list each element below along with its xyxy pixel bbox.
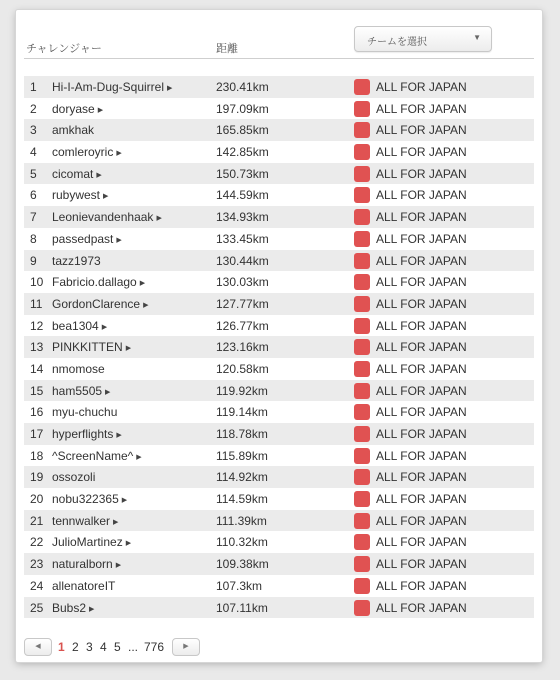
row-team-name[interactable]: ALL FOR JAPAN (376, 427, 467, 441)
challenger-link[interactable] (52, 405, 117, 419)
challenger-link[interactable] (52, 557, 121, 571)
row-rank: 12 (30, 318, 44, 333)
row-distance: 107.11km (216, 600, 268, 615)
row-distance: 144.59km (216, 188, 269, 203)
challenger-name: Fabricio.dallago (52, 275, 137, 290)
challenger-name: myu-chuchu (52, 405, 118, 420)
challenger-name: hyperflights (52, 427, 114, 441)
caret-right-icon: ▶ (105, 388, 111, 396)
row-distance: 109.38km (216, 557, 269, 572)
row-distance: 197.09km (216, 101, 269, 116)
row-team-name[interactable]: ALL FOR JAPAN (376, 101, 467, 116)
chevron-right-icon: ▶ (183, 643, 189, 650)
row-distance: 127.77km (216, 296, 269, 311)
leaderboard-header (24, 26, 534, 59)
row-rank: 21 (30, 513, 44, 528)
team-badge-icon (354, 101, 370, 117)
challenger-link[interactable] (52, 80, 172, 94)
leaderboard-row (24, 163, 534, 185)
row-team-name[interactable]: ALL FOR JAPAN (376, 210, 467, 225)
column-header-distance: 距離 (216, 43, 238, 55)
challenger-link[interactable] (52, 319, 107, 333)
challenger-name: nobu322365 (52, 492, 119, 507)
caret-right-icon: ▶ (101, 323, 108, 331)
page-link-3[interactable]: 3 (86, 640, 93, 654)
row-rank: 7 (30, 210, 37, 225)
team-badge-icon (354, 296, 370, 312)
leaderboard-row (24, 271, 534, 293)
challenger-name: ham5505 (52, 383, 103, 398)
row-team-name[interactable]: ALL FOR JAPAN (376, 296, 467, 311)
row-distance: 142.85km (216, 145, 269, 160)
challenger-link[interactable] (52, 535, 131, 549)
caret-right-icon: ▶ (139, 280, 146, 288)
challenger-link[interactable] (52, 145, 122, 159)
challenger-name: ^ScreenName^ (52, 448, 134, 463)
row-team-name[interactable]: ALL FOR JAPAN (376, 123, 467, 138)
challenger-name: passedpast (52, 231, 114, 246)
row-rank: 11 (30, 296, 43, 311)
row-distance: 119.14km (216, 405, 268, 420)
prev-page-button[interactable] (24, 638, 52, 656)
team-badge-icon (354, 339, 370, 355)
leaderboard-row (24, 184, 534, 206)
leaderboard-row (24, 466, 534, 488)
team-badge-icon (354, 534, 370, 550)
row-distance: 115.89km (216, 448, 268, 463)
team-badge-icon (354, 383, 370, 399)
row-team-name[interactable]: ALL FOR JAPAN (376, 535, 467, 550)
team-badge-icon (354, 318, 370, 334)
challenger-name: GordonClarence (52, 296, 141, 311)
page-ellipsis: ... (128, 640, 139, 654)
leaderboard-row (24, 76, 534, 98)
challenger-name: Hi-I-Am-Dug-Squirrel (52, 80, 165, 94)
row-team-name[interactable]: ALL FOR JAPAN (376, 492, 467, 507)
row-rank: 2 (30, 101, 37, 116)
leaderboard-row (24, 206, 534, 228)
challenger-link[interactable] (52, 492, 127, 506)
team-badge-icon (354, 209, 370, 225)
leaderboard-row (24, 119, 534, 141)
team-badge-icon (354, 79, 370, 95)
caret-right-icon: ▶ (116, 432, 122, 439)
challenger-link[interactable] (52, 384, 110, 398)
row-team-name[interactable]: ALL FOR JAPAN (376, 318, 467, 333)
row-team-name[interactable]: ALL FOR JAPAN (376, 361, 467, 376)
row-distance: 118.78km (216, 427, 268, 441)
row-team-name[interactable]: ALL FOR JAPAN (376, 145, 467, 160)
team-badge-icon (354, 274, 370, 290)
challenger-name: nmomose (52, 361, 105, 376)
challenger-name: allenatoreIT (52, 578, 116, 593)
team-badge-icon (354, 166, 370, 182)
leaderboard-row (24, 250, 534, 272)
row-distance: 114.92km (216, 470, 268, 485)
challenger-link[interactable] (52, 210, 162, 224)
challenger-name: Bubs2 (52, 600, 87, 615)
challenger-link[interactable] (52, 579, 115, 593)
row-rank: 18 (30, 448, 44, 463)
chevron-down-icon: ▼ (473, 33, 481, 42)
leaderboard-row (24, 510, 534, 532)
challenger-link[interactable] (52, 232, 122, 246)
row-team-name[interactable]: ALL FOR JAPAN (376, 231, 467, 246)
challenger-link[interactable] (52, 449, 142, 463)
row-distance: 165.85km (216, 123, 269, 138)
row-distance: 110.32km (216, 535, 268, 550)
team-badge-icon (354, 231, 370, 247)
team-badge-icon (354, 404, 370, 420)
leaderboard-row (24, 401, 534, 423)
row-team-name[interactable]: ALL FOR JAPAN (376, 513, 467, 528)
row-team-name[interactable]: ALL FOR JAPAN (376, 578, 467, 593)
leaderboard-row (24, 336, 534, 358)
row-distance: 107.3km (216, 578, 263, 593)
caret-right-icon: ▶ (96, 171, 102, 179)
challenger-link[interactable] (52, 427, 122, 441)
row-rank: 4 (30, 145, 37, 160)
row-team-name[interactable]: ALL FOR JAPAN (376, 166, 467, 181)
team-badge-icon (354, 556, 370, 572)
row-rank: 22 (30, 535, 44, 550)
leaderboard-row (24, 553, 534, 575)
challenger-link[interactable] (52, 470, 95, 484)
caret-right-icon: ▶ (103, 193, 109, 201)
challenger-link[interactable] (52, 188, 108, 202)
leaderboard-row (24, 358, 534, 380)
caret-right-icon: ▶ (156, 215, 162, 223)
challenger-name: doryase (52, 101, 95, 116)
challenger-name: amkhak (52, 123, 95, 138)
row-distance: 134.93km (216, 210, 269, 225)
team-badge-icon (354, 426, 370, 442)
team-select-dropdown[interactable] (354, 26, 492, 52)
page-link-4[interactable]: 4 (100, 640, 107, 654)
row-rank: 16 (30, 405, 44, 420)
row-rank: 19 (30, 470, 44, 485)
team-badge-icon (354, 361, 370, 377)
leaderboard-row (24, 445, 534, 467)
team-badge-icon (354, 513, 370, 529)
row-rank: 17 (30, 427, 44, 441)
challenger-name: bea1304 (52, 318, 99, 333)
row-rank: 13 (30, 340, 44, 355)
row-distance: 130.44km (216, 253, 269, 268)
challenger-link[interactable] (52, 362, 105, 376)
row-rank: 10 (30, 275, 44, 290)
row-team-name[interactable]: ALL FOR JAPAN (376, 448, 467, 463)
row-distance: 119.92km (216, 383, 268, 398)
row-distance: 133.45km (216, 231, 269, 246)
leaderboard-row (24, 380, 534, 402)
caret-right-icon: ▶ (136, 453, 142, 461)
page-link-5[interactable]: 5 (114, 640, 121, 654)
caret-right-icon: ▶ (143, 301, 149, 309)
leaderboard-list (24, 76, 534, 618)
row-team-name[interactable]: ALL FOR JAPAN (376, 470, 467, 485)
row-team-name[interactable]: ALL FOR JAPAN (376, 188, 467, 203)
leaderboard-row (24, 597, 534, 619)
leaderboard-row (24, 141, 534, 163)
challenger-link[interactable] (52, 601, 94, 615)
row-rank: 5 (30, 166, 37, 181)
challenger-link[interactable] (52, 275, 145, 289)
row-team-name[interactable]: ALL FOR JAPAN (376, 557, 467, 572)
row-distance: 230.41km (216, 80, 269, 94)
challenger-name: cicomat (52, 166, 94, 181)
row-rank: 1 (30, 80, 37, 94)
row-rank: 15 (30, 383, 44, 398)
row-team-name[interactable]: ALL FOR JAPAN (376, 80, 467, 94)
row-team-name[interactable]: ALL FOR JAPAN (376, 405, 467, 420)
caret-right-icon: ▶ (125, 540, 132, 548)
row-team-name[interactable]: ALL FOR JAPAN (376, 253, 467, 268)
challenger-name: JulioMartinez (52, 535, 123, 550)
team-badge-icon (354, 144, 370, 160)
challenger-name: tazz1973 (52, 253, 101, 268)
row-distance: 126.77km (216, 318, 269, 333)
leaderboard-row (24, 315, 534, 337)
team-badge-icon (354, 448, 370, 464)
challenger-link[interactable] (52, 167, 102, 181)
row-distance: 130.03km (216, 275, 269, 290)
challenger-name: Leonievandenhaak (52, 210, 154, 225)
row-distance: 123.16km (216, 340, 269, 355)
caret-right-icon: ▶ (97, 106, 104, 114)
team-badge-icon (354, 469, 370, 485)
leaderboard-row (24, 575, 534, 597)
team-select-label: チームを選択 (367, 37, 427, 48)
leaderboard-row (24, 423, 534, 445)
challenger-link[interactable] (52, 102, 103, 116)
leaderboard-row (24, 531, 534, 553)
team-badge-icon (354, 491, 370, 507)
row-rank: 6 (30, 188, 37, 203)
caret-right-icon: ▶ (89, 605, 95, 613)
row-rank: 24 (30, 578, 44, 593)
row-team-name[interactable]: ALL FOR JAPAN (376, 275, 467, 290)
team-badge-icon (354, 600, 370, 616)
caret-right-icon: ▶ (121, 497, 128, 505)
row-rank: 3 (30, 123, 37, 138)
leaderboard-row (24, 488, 534, 510)
page-link-1[interactable]: 1 (58, 640, 65, 654)
challenger-link[interactable] (52, 340, 131, 354)
challenger-name: naturalborn (52, 557, 113, 572)
caret-right-icon: ▶ (115, 562, 122, 570)
challenger-link[interactable] (52, 514, 118, 528)
challenger-name: comleroyric (52, 145, 114, 160)
chevron-left-icon: ◀ (35, 643, 41, 650)
row-distance: 150.73km (216, 166, 269, 181)
row-team-name[interactable]: ALL FOR JAPAN (376, 383, 467, 398)
row-team-name[interactable]: ALL FOR JAPAN (376, 340, 467, 355)
row-distance: 120.58km (216, 361, 269, 376)
caret-right-icon: ▶ (116, 236, 122, 244)
row-team-name[interactable]: ALL FOR JAPAN (376, 600, 467, 615)
row-rank: 14 (30, 361, 44, 376)
caret-right-icon: ▶ (116, 150, 122, 158)
row-rank: 23 (30, 557, 44, 572)
challenger-link[interactable] (52, 254, 101, 268)
next-page-button[interactable] (172, 638, 200, 656)
team-badge-icon (354, 253, 370, 269)
challenger-link[interactable] (52, 123, 94, 137)
challenger-name: tennwalker (52, 513, 111, 528)
row-distance: 111.39km (216, 513, 267, 528)
leaderboard-row (24, 228, 534, 250)
challenger-name: ossozoli (52, 470, 96, 485)
caret-right-icon: ▶ (125, 345, 132, 353)
leaderboard-card (16, 10, 542, 662)
team-badge-icon (354, 187, 370, 203)
leaderboard-row (24, 98, 534, 120)
challenger-name: rubywest (52, 188, 101, 203)
row-distance: 114.59km (216, 492, 268, 507)
caret-right-icon: ▶ (167, 85, 173, 92)
page-link-2[interactable]: 2 (72, 640, 79, 654)
row-rank: 9 (30, 253, 37, 268)
team-badge-icon (354, 578, 370, 594)
column-header-challenger: チャレンジャー (26, 43, 102, 55)
page-link-last[interactable]: 776 (144, 640, 165, 654)
team-badge-icon (354, 122, 370, 138)
challenger-link[interactable] (52, 297, 148, 311)
leaderboard-row (24, 293, 534, 315)
caret-right-icon: ▶ (113, 518, 119, 526)
row-rank: 8 (30, 231, 37, 246)
challenger-name: PINKKITTEN (52, 340, 123, 355)
row-rank: 20 (30, 492, 44, 507)
row-rank: 25 (30, 600, 44, 615)
